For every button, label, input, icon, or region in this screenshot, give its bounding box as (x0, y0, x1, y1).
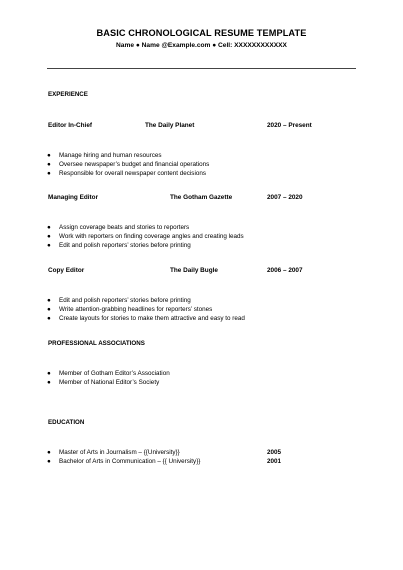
resume-title: BASIC CHRONOLOGICAL RESUME TEMPLATE (96, 28, 307, 38)
bullet-icon: ● (47, 152, 51, 159)
job-dates: 2020 – Present (267, 122, 312, 129)
job-company: The Daily Planet (145, 122, 195, 129)
associations-heading: PROFESSIONAL ASSOCIATIONS (48, 340, 145, 347)
job-dates: 2007 – 2020 (267, 194, 303, 201)
bullet-icon: ● (47, 306, 51, 314)
bullet-icon: ● (47, 161, 51, 169)
job-role: Editor In-Chief (48, 122, 93, 129)
job-role: Copy Editor (48, 267, 85, 274)
bullet-icon: ● (47, 370, 51, 377)
job-company: The Daily Bugle (170, 267, 218, 274)
header-divider (47, 68, 356, 69)
bullet-icon: ● (47, 449, 51, 456)
education-year: 2001 (267, 458, 282, 466)
bullet-icon: ● (47, 170, 51, 178)
resume-page: BASIC CHRONOLOGICAL RESUME TEMPLATE Name ● Name @Example.com ● Cell: XXXXXXXXXXXX EXPERIENCE Editor In-Chief The Daily Planet 2020 – Present ● Manage hiring and human resources ● Oversee newspaper’s budget and financial operations ● Responsible for overall newspaper content decisions Managing Editor The Gotham Gazette 2007 – 2020 ● Assign coverage beats and stories to reporters ● Work with reporters on finding coverage angles and creating leads ● Edit and polish reporters’ stories before printing Copy Editor The Daily Bugle 2006 – 2007 ● Edit and polish reporters’ stories before printing ● Write attention-grabbing headlines for reporters’ stones ● Create layouts for stories to make them attractive and easy to read PROFESSIONAL ASSOCIATIONS ● Member of Gotham Editor’s Association ● Member of National Editor’s Society EDUCATION ● Master of Arts in Journalism – {{University}} 2005 ● Bachelor of Arts in Communication – {{ University}} 2001 (0, 0, 403, 570)
bullet-icon: ● (47, 233, 51, 241)
job-row (0, 122, 403, 131)
experience-heading: EXPERIENCE (48, 91, 88, 98)
job-row (0, 194, 403, 203)
job-row (0, 267, 403, 276)
bullet-icon: ● (47, 315, 51, 323)
job-dates: 2006 – 2007 (267, 267, 303, 274)
education-heading: EDUCATION (48, 419, 85, 426)
contact-line: Name ● Name @Example.com ● Cell: XXXXXXXXXXXX (116, 42, 287, 49)
bullet-icon: ● (47, 242, 51, 250)
bullet-icon: ● (47, 379, 51, 387)
bullet-icon: ● (47, 458, 51, 466)
bullet-icon: ● (47, 224, 51, 231)
education-year: 2005 (267, 449, 282, 456)
bullet-icon: ● (47, 297, 51, 304)
job-role: Managing Editor (48, 194, 99, 201)
job-company: The Gotham Gazette (170, 194, 233, 201)
